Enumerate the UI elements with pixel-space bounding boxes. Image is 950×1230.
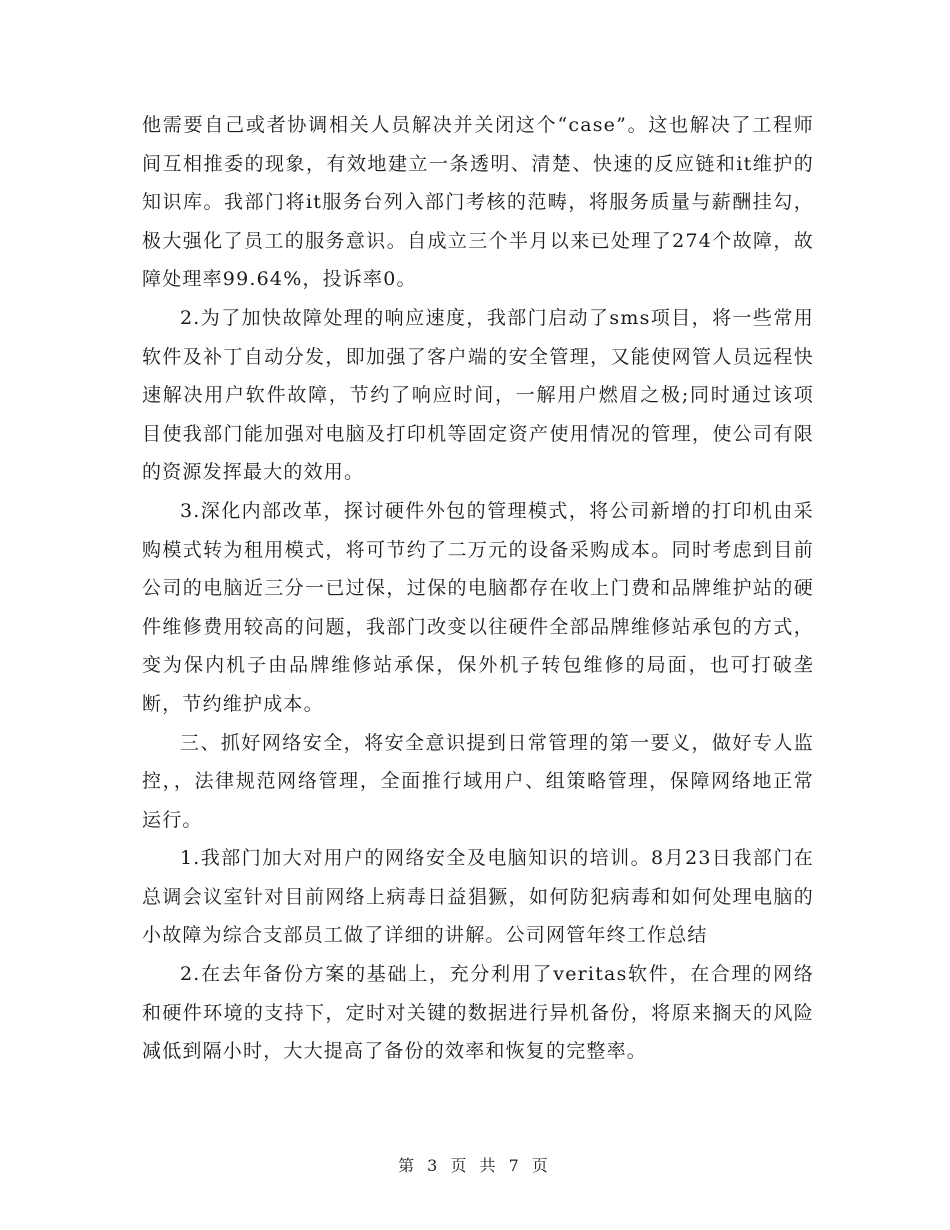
- paragraph-4: 三、抓好网络安全，将安全意识提到日常管理的第一要义，做好专人监控，，法律规范网络管理，全面推行域用户、组策略管理，保障网络地正常运行。: [142, 731, 814, 831]
- paragraph-6: 2.在去年备份方案的基础上，充分利用了veritas软件，在合理的网络和硬件环境的支持下，定时对关键的数据进行异机备份，将原来搁天的风险减低到隔小时，大大提高了备份的效率和恢复的完整率。: [142, 963, 814, 1063]
- paragraph-1: 他需要自己或者协调相关人员解决并关闭这个“case”。这也解决了工程师间互相推委的现象，有效地建立一条透明、清楚、快速的反应链和it维护的知识库。我部门将it服务台列入部门考核的范畴，将服务质量与薪酬挂勾，极大强化了员工的服务意识。自成立三个半月以来已处理了274个故障，故障处理率99.64%，投诉率0。: [142, 114, 814, 291]
- document-body: [142, 106, 814, 1071]
- paragraph-5: 1.我部门加大对用户的网络安全及电脑知识的培训。8月23日我部门在总调会议室针对目前网络上病毒日益猖獗，如何防犯病毒和如何处理电脑的小故障为综合支部员工做了详细的讲解。公司网管年终工作总结: [142, 847, 814, 947]
- page-number-footer: 第 3 页 共 7 页: [398, 1156, 552, 1175]
- paragraph-2: 2.为了加快故障处理的响应速度，我部门启动了sms项目，将一些常用软件及补丁自动分发，即加强了客户端的安全管理，又能使网管人员远程快速解决用户软件故障，节约了响应时间，一解用户燃眉之极;同时通过该项目使我部门能加强对电脑及打印机等固定资产使用情况的管理，使公司有限的资源发挥最大的效用。: [142, 306, 814, 484]
- paragraph-3: 3.深化内部改革，探讨硬件外包的管理模式，将公司新增的打印机由采购模式转为租用模式，将可节约了二万元的设备采购成本。同时考虑到目前公司的电脑近三分一已过保，过保的电脑都存在收上门费和品牌维护站的硬件维修费用较高的问题，我部门改变以往硬件全部品牌维修站承包的方式，变为保内机子由品牌维修站承保，保外机子转包维修的局面，也可打破垄断，节约维护成本。: [142, 499, 814, 715]
